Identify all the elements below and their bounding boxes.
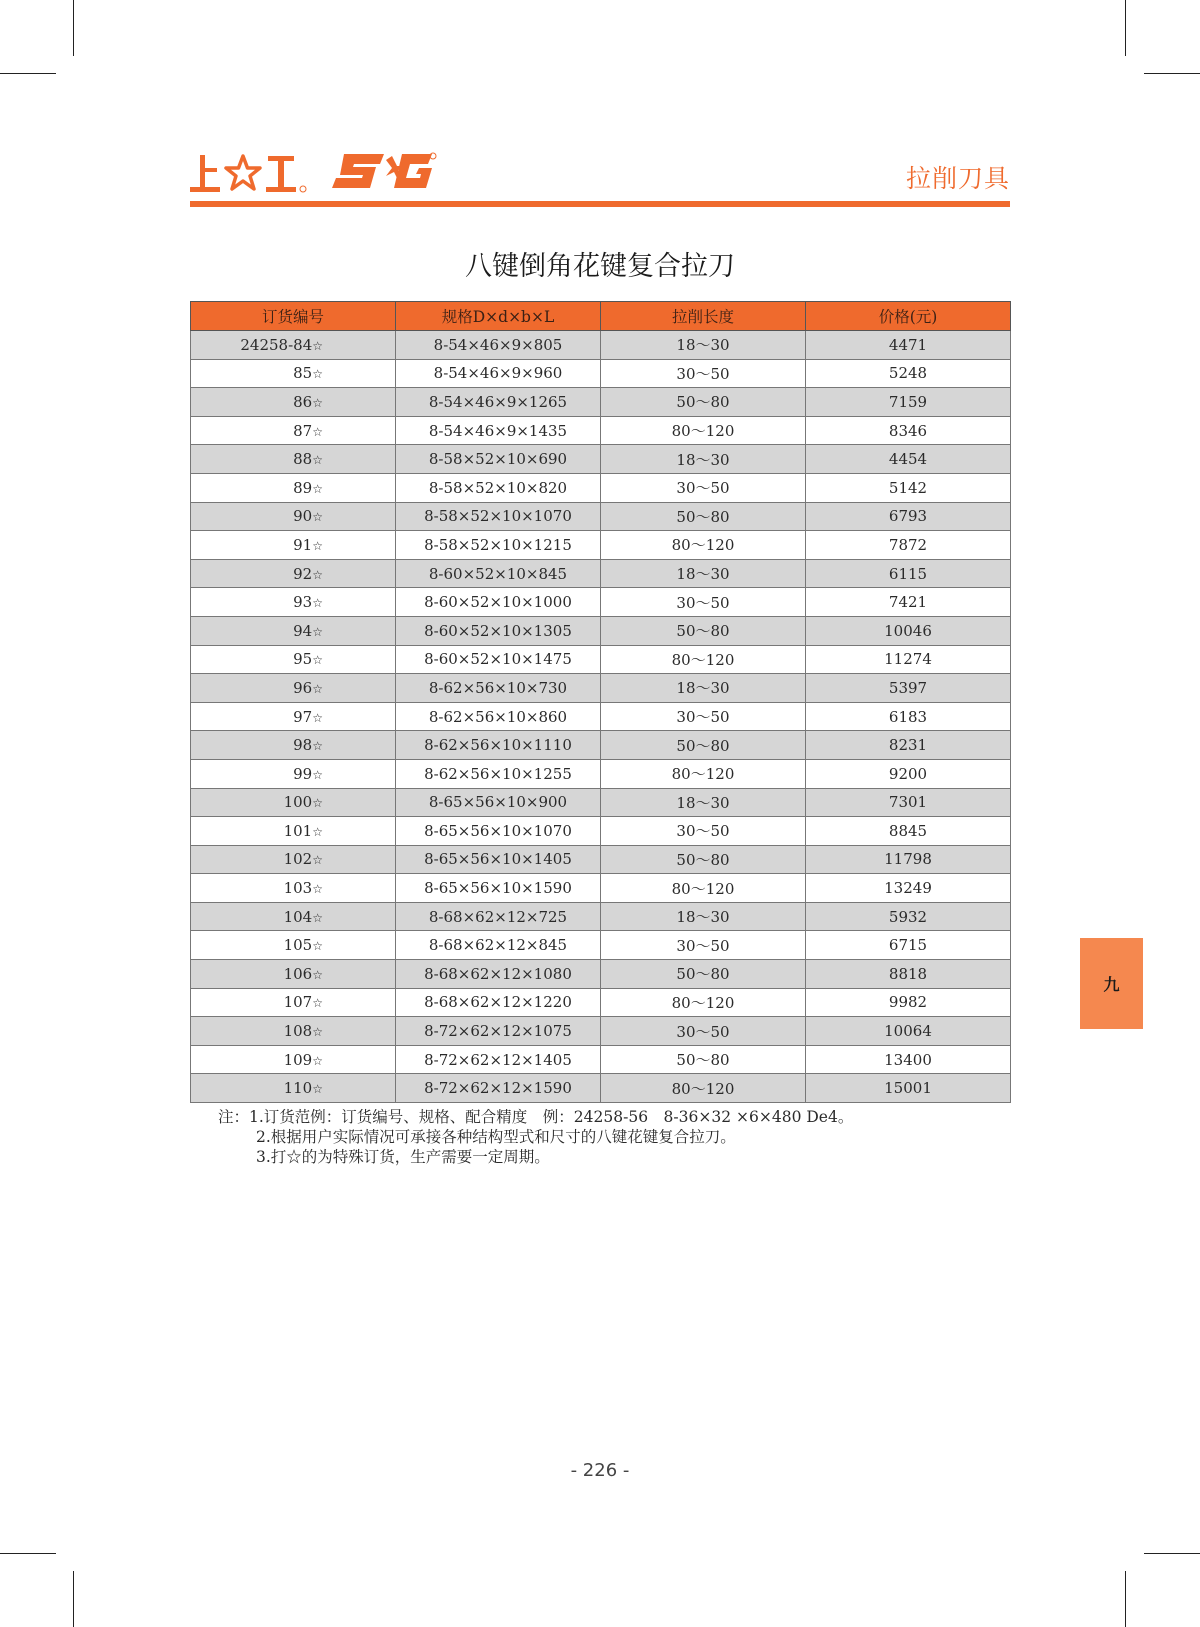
cell-broaching-length: 18～30 bbox=[601, 445, 806, 474]
cell-broaching-length: 30～50 bbox=[601, 588, 806, 617]
table-row bbox=[191, 388, 1011, 417]
section-title: 拉削刀具 bbox=[905, 164, 1010, 193]
cell-broaching-length: 80～120 bbox=[601, 416, 806, 445]
cell-price: 5142 bbox=[806, 473, 1011, 502]
column-header-order-code: 订货编号 bbox=[191, 302, 396, 331]
cell-broaching-length: 18～30 bbox=[601, 788, 806, 817]
cell-spec: 8-60×52×10×1475 bbox=[396, 645, 601, 674]
note-line: 2.根据用户实际情况可承接各种结构型式和尺寸的八键花键复合拉刀。 bbox=[256, 1128, 736, 1146]
cell-price: 6793 bbox=[806, 502, 1011, 531]
table-row bbox=[191, 531, 1011, 560]
broach-spec-table bbox=[190, 301, 1011, 1103]
cell-spec: 8-65×56×10×1590 bbox=[396, 874, 601, 903]
order-code-text: 93 bbox=[293, 593, 313, 612]
order-code-text: 104 bbox=[283, 907, 313, 926]
cell-price: 13249 bbox=[806, 874, 1011, 903]
cell-price: 6715 bbox=[806, 931, 1011, 960]
order-code-text: 95 bbox=[293, 650, 313, 669]
cell-price: 6183 bbox=[806, 702, 1011, 731]
cell-price: 11798 bbox=[806, 845, 1011, 874]
note-line: 3.打☆的为特殊订货，生产需要一定周期。 bbox=[256, 1148, 550, 1166]
table-row bbox=[191, 931, 1011, 960]
notes bbox=[218, 1107, 853, 1167]
crop-mark bbox=[73, 1571, 74, 1627]
cell-spec: 8-58×52×10×820 bbox=[396, 473, 601, 502]
cell-spec: 8-60×52×10×1305 bbox=[396, 616, 601, 645]
table-row bbox=[191, 1045, 1011, 1074]
table-row bbox=[191, 702, 1011, 731]
cell-order-code bbox=[191, 445, 396, 474]
cell-order-code bbox=[191, 674, 396, 703]
cell-broaching-length: 30～50 bbox=[601, 931, 806, 960]
cell-spec: 8-68×62×12×1220 bbox=[396, 988, 601, 1017]
special-order-star-icon: ☆ bbox=[312, 967, 323, 982]
cell-broaching-length: 80～120 bbox=[601, 759, 806, 788]
cell-spec: 8-62×56×10×1110 bbox=[396, 731, 601, 760]
sg-logo bbox=[332, 150, 437, 196]
cell-order-code bbox=[191, 388, 396, 417]
cell-price: 4454 bbox=[806, 445, 1011, 474]
table-row bbox=[191, 1017, 1011, 1046]
special-order-star-icon: ☆ bbox=[312, 1082, 323, 1097]
column-header-price: 价格(元) bbox=[806, 302, 1011, 331]
special-order-star-icon: ☆ bbox=[312, 653, 323, 668]
cell-price: 5932 bbox=[806, 902, 1011, 931]
cell-price: 11274 bbox=[806, 645, 1011, 674]
order-code-text: 85 bbox=[293, 364, 313, 383]
cell-order-code bbox=[191, 988, 396, 1017]
cell-price: 7872 bbox=[806, 531, 1011, 560]
cell-order-code bbox=[191, 502, 396, 531]
order-code-text: 109 bbox=[283, 1050, 313, 1069]
cell-broaching-length: 80～120 bbox=[601, 874, 806, 903]
table-row bbox=[191, 645, 1011, 674]
cell-spec: 8-54×46×9×805 bbox=[396, 331, 601, 360]
crop-mark bbox=[73, 0, 74, 56]
order-code-text: 86 bbox=[293, 392, 313, 411]
order-code-text: 102 bbox=[283, 850, 313, 869]
cell-spec: 8-60×52×10×845 bbox=[396, 559, 601, 588]
table-row bbox=[191, 445, 1011, 474]
order-code-text: 92 bbox=[293, 564, 313, 583]
special-order-star-icon: ☆ bbox=[312, 395, 323, 410]
special-order-star-icon: ☆ bbox=[312, 510, 323, 525]
table-row bbox=[191, 731, 1011, 760]
order-code-text: 87 bbox=[293, 421, 313, 440]
cell-price: 4471 bbox=[806, 331, 1011, 360]
table-header-row bbox=[191, 302, 1011, 331]
cell-order-code bbox=[191, 616, 396, 645]
special-order-star-icon: ☆ bbox=[312, 481, 323, 496]
table-row bbox=[191, 874, 1011, 903]
order-code-text: 97 bbox=[293, 707, 313, 726]
order-code-text: 107 bbox=[283, 993, 313, 1012]
cell-order-code bbox=[191, 788, 396, 817]
cell-broaching-length: 30～50 bbox=[601, 817, 806, 846]
cell-spec: 8-54×46×9×960 bbox=[396, 359, 601, 388]
cell-broaching-length: 50～80 bbox=[601, 845, 806, 874]
cell-order-code bbox=[191, 559, 396, 588]
table-row bbox=[191, 960, 1011, 989]
cell-spec: 8-72×62×12×1075 bbox=[396, 1017, 601, 1046]
table-row bbox=[191, 988, 1011, 1017]
column-header-broaching-length: 拉削长度 bbox=[601, 302, 806, 331]
cell-order-code bbox=[191, 588, 396, 617]
special-order-star-icon: ☆ bbox=[312, 596, 323, 611]
special-order-star-icon: ☆ bbox=[312, 1053, 323, 1068]
special-order-star-icon: ☆ bbox=[312, 767, 323, 782]
crop-mark bbox=[1144, 73, 1200, 74]
cell-spec: 8-58×52×10×1070 bbox=[396, 502, 601, 531]
table-row bbox=[191, 473, 1011, 502]
cell-broaching-length: 80～120 bbox=[601, 531, 806, 560]
table-row bbox=[191, 902, 1011, 931]
cell-spec: 8-62×56×10×730 bbox=[396, 674, 601, 703]
cell-broaching-length: 80～120 bbox=[601, 988, 806, 1017]
crop-mark bbox=[1125, 0, 1126, 56]
cell-order-code bbox=[191, 645, 396, 674]
cell-spec: 8-60×52×10×1000 bbox=[396, 588, 601, 617]
table-row bbox=[191, 817, 1011, 846]
table-row bbox=[191, 788, 1011, 817]
order-code-text: 101 bbox=[283, 821, 313, 840]
special-order-star-icon: ☆ bbox=[312, 367, 323, 382]
cell-spec: 8-62×56×10×1255 bbox=[396, 759, 601, 788]
table-row bbox=[191, 616, 1011, 645]
cell-spec: 8-65×56×10×1405 bbox=[396, 845, 601, 874]
cell-spec: 8-65×56×10×1070 bbox=[396, 817, 601, 846]
cell-order-code bbox=[191, 845, 396, 874]
cell-spec: 8-62×56×10×860 bbox=[396, 702, 601, 731]
special-order-star-icon: ☆ bbox=[312, 424, 323, 439]
cell-broaching-length: 50～80 bbox=[601, 388, 806, 417]
cell-order-code bbox=[191, 731, 396, 760]
order-code-text: 90 bbox=[293, 507, 313, 526]
cell-price: 9982 bbox=[806, 988, 1011, 1017]
order-code-text: 96 bbox=[293, 678, 313, 697]
cell-price: 8845 bbox=[806, 817, 1011, 846]
table-row bbox=[191, 359, 1011, 388]
order-code-text: 100 bbox=[283, 793, 313, 812]
cell-broaching-length: 50～80 bbox=[601, 502, 806, 531]
cell-spec: 8-68×62×12×845 bbox=[396, 931, 601, 960]
cell-order-code bbox=[191, 960, 396, 989]
cell-price: 8818 bbox=[806, 960, 1011, 989]
cell-spec: 8-54×46×9×1265 bbox=[396, 388, 601, 417]
cell-spec: 8-72×62×12×1590 bbox=[396, 1074, 601, 1103]
table-body bbox=[191, 331, 1011, 1103]
note-line: 注：1.订货范例：订货编号、规格、配合精度 例：24258-56 8-36×32 ×6×480 De4。 bbox=[218, 1108, 854, 1126]
cell-order-code bbox=[191, 931, 396, 960]
cell-broaching-length: 18～30 bbox=[601, 559, 806, 588]
special-order-star-icon: ☆ bbox=[312, 538, 323, 553]
table-row bbox=[191, 674, 1011, 703]
cell-broaching-length: 50～80 bbox=[601, 960, 806, 989]
table-row bbox=[191, 331, 1011, 360]
page-header bbox=[190, 145, 1010, 207]
cell-broaching-length: 80～120 bbox=[601, 1074, 806, 1103]
order-code-text: 24258-84 bbox=[240, 335, 313, 354]
cell-order-code bbox=[191, 902, 396, 931]
cell-order-code bbox=[191, 874, 396, 903]
special-order-star-icon: ☆ bbox=[312, 681, 323, 696]
order-code-text: 91 bbox=[293, 535, 313, 554]
special-order-star-icon: ☆ bbox=[312, 453, 323, 468]
special-order-star-icon: ☆ bbox=[312, 824, 323, 839]
cell-price: 6115 bbox=[806, 559, 1011, 588]
crop-mark bbox=[1144, 1553, 1200, 1554]
cell-broaching-length: 50～80 bbox=[601, 616, 806, 645]
cell-price: 15001 bbox=[806, 1074, 1011, 1103]
cell-spec: 8-65×56×10×900 bbox=[396, 788, 601, 817]
order-code-text: 106 bbox=[283, 964, 313, 983]
order-code-text: 98 bbox=[293, 736, 313, 755]
special-order-star-icon: ☆ bbox=[312, 939, 323, 954]
cell-spec: 8-68×62×12×1080 bbox=[396, 960, 601, 989]
cell-order-code bbox=[191, 817, 396, 846]
cell-order-code bbox=[191, 416, 396, 445]
header-rule bbox=[190, 201, 1010, 207]
cell-price: 7421 bbox=[806, 588, 1011, 617]
cell-broaching-length: 18～30 bbox=[601, 331, 806, 360]
table-row bbox=[191, 759, 1011, 788]
cell-spec: 8-58×52×10×690 bbox=[396, 445, 601, 474]
order-code-text: 88 bbox=[293, 450, 313, 469]
order-code-text: 108 bbox=[283, 1022, 313, 1041]
special-order-star-icon: ☆ bbox=[312, 853, 323, 868]
cell-spec: 8-54×46×9×1435 bbox=[396, 416, 601, 445]
special-order-star-icon: ☆ bbox=[312, 910, 323, 925]
cell-broaching-length: 30～50 bbox=[601, 1017, 806, 1046]
cell-broaching-length: 50～80 bbox=[601, 1045, 806, 1074]
crop-mark bbox=[0, 1553, 56, 1554]
cell-price: 10064 bbox=[806, 1017, 1011, 1046]
special-order-star-icon: ☆ bbox=[312, 882, 323, 897]
cell-order-code bbox=[191, 1045, 396, 1074]
cell-spec: 8-58×52×10×1215 bbox=[396, 531, 601, 560]
special-order-star-icon: ☆ bbox=[312, 710, 323, 725]
cell-price: 8346 bbox=[806, 416, 1011, 445]
cell-spec: 8-68×62×12×725 bbox=[396, 902, 601, 931]
special-order-star-icon: ☆ bbox=[312, 739, 323, 754]
order-code-text: 94 bbox=[293, 621, 313, 640]
cell-order-code bbox=[191, 702, 396, 731]
table-row bbox=[191, 559, 1011, 588]
special-order-star-icon: ☆ bbox=[312, 1025, 323, 1040]
table-row bbox=[191, 845, 1011, 874]
cell-order-code bbox=[191, 359, 396, 388]
crop-mark bbox=[0, 73, 56, 74]
document-title: 八键倒角花键复合拉刀 bbox=[465, 251, 735, 282]
special-order-star-icon: ☆ bbox=[312, 624, 323, 639]
order-code-text: 103 bbox=[283, 879, 313, 898]
special-order-star-icon: ☆ bbox=[312, 338, 323, 353]
cell-price: 8231 bbox=[806, 731, 1011, 760]
cell-order-code bbox=[191, 759, 396, 788]
special-order-star-icon: ☆ bbox=[312, 796, 323, 811]
table-row bbox=[191, 588, 1011, 617]
cell-broaching-length: 18～30 bbox=[601, 674, 806, 703]
order-code-text: 89 bbox=[293, 478, 313, 497]
cell-price: 7301 bbox=[806, 788, 1011, 817]
cell-broaching-length: 80～120 bbox=[601, 645, 806, 674]
chapter-tab: 九 bbox=[1080, 938, 1143, 1029]
cell-price: 7159 bbox=[806, 388, 1011, 417]
shanggong-logo-icon bbox=[190, 153, 310, 193]
cell-broaching-length: 30～50 bbox=[601, 473, 806, 502]
cell-price: 13400 bbox=[806, 1045, 1011, 1074]
table-row bbox=[191, 502, 1011, 531]
cell-order-code bbox=[191, 473, 396, 502]
special-order-star-icon: ☆ bbox=[312, 567, 323, 582]
brand-logo bbox=[190, 147, 310, 193]
cell-broaching-length: 50～80 bbox=[601, 731, 806, 760]
crop-mark bbox=[1125, 1571, 1126, 1627]
table-row bbox=[191, 1074, 1011, 1103]
order-code-text: 110 bbox=[283, 1079, 313, 1098]
sg-logo-icon bbox=[332, 150, 437, 192]
special-order-star-icon: ☆ bbox=[312, 996, 323, 1011]
cell-order-code bbox=[191, 1074, 396, 1103]
order-code-text: 99 bbox=[293, 764, 313, 783]
cell-price: 5397 bbox=[806, 674, 1011, 703]
cell-broaching-length: 18～30 bbox=[601, 902, 806, 931]
cell-price: 10046 bbox=[806, 616, 1011, 645]
cell-spec: 8-72×62×12×1405 bbox=[396, 1045, 601, 1074]
cell-order-code bbox=[191, 331, 396, 360]
table-row bbox=[191, 416, 1011, 445]
column-header-spec: 规格D×d×b×L bbox=[396, 302, 601, 331]
cell-order-code bbox=[191, 531, 396, 560]
cell-order-code bbox=[191, 1017, 396, 1046]
cell-price: 5248 bbox=[806, 359, 1011, 388]
order-code-text: 105 bbox=[283, 936, 313, 955]
cell-price: 9200 bbox=[806, 759, 1011, 788]
cell-broaching-length: 30～50 bbox=[601, 702, 806, 731]
page-number: - 226 - bbox=[570, 1460, 630, 1481]
cell-broaching-length: 30～50 bbox=[601, 359, 806, 388]
